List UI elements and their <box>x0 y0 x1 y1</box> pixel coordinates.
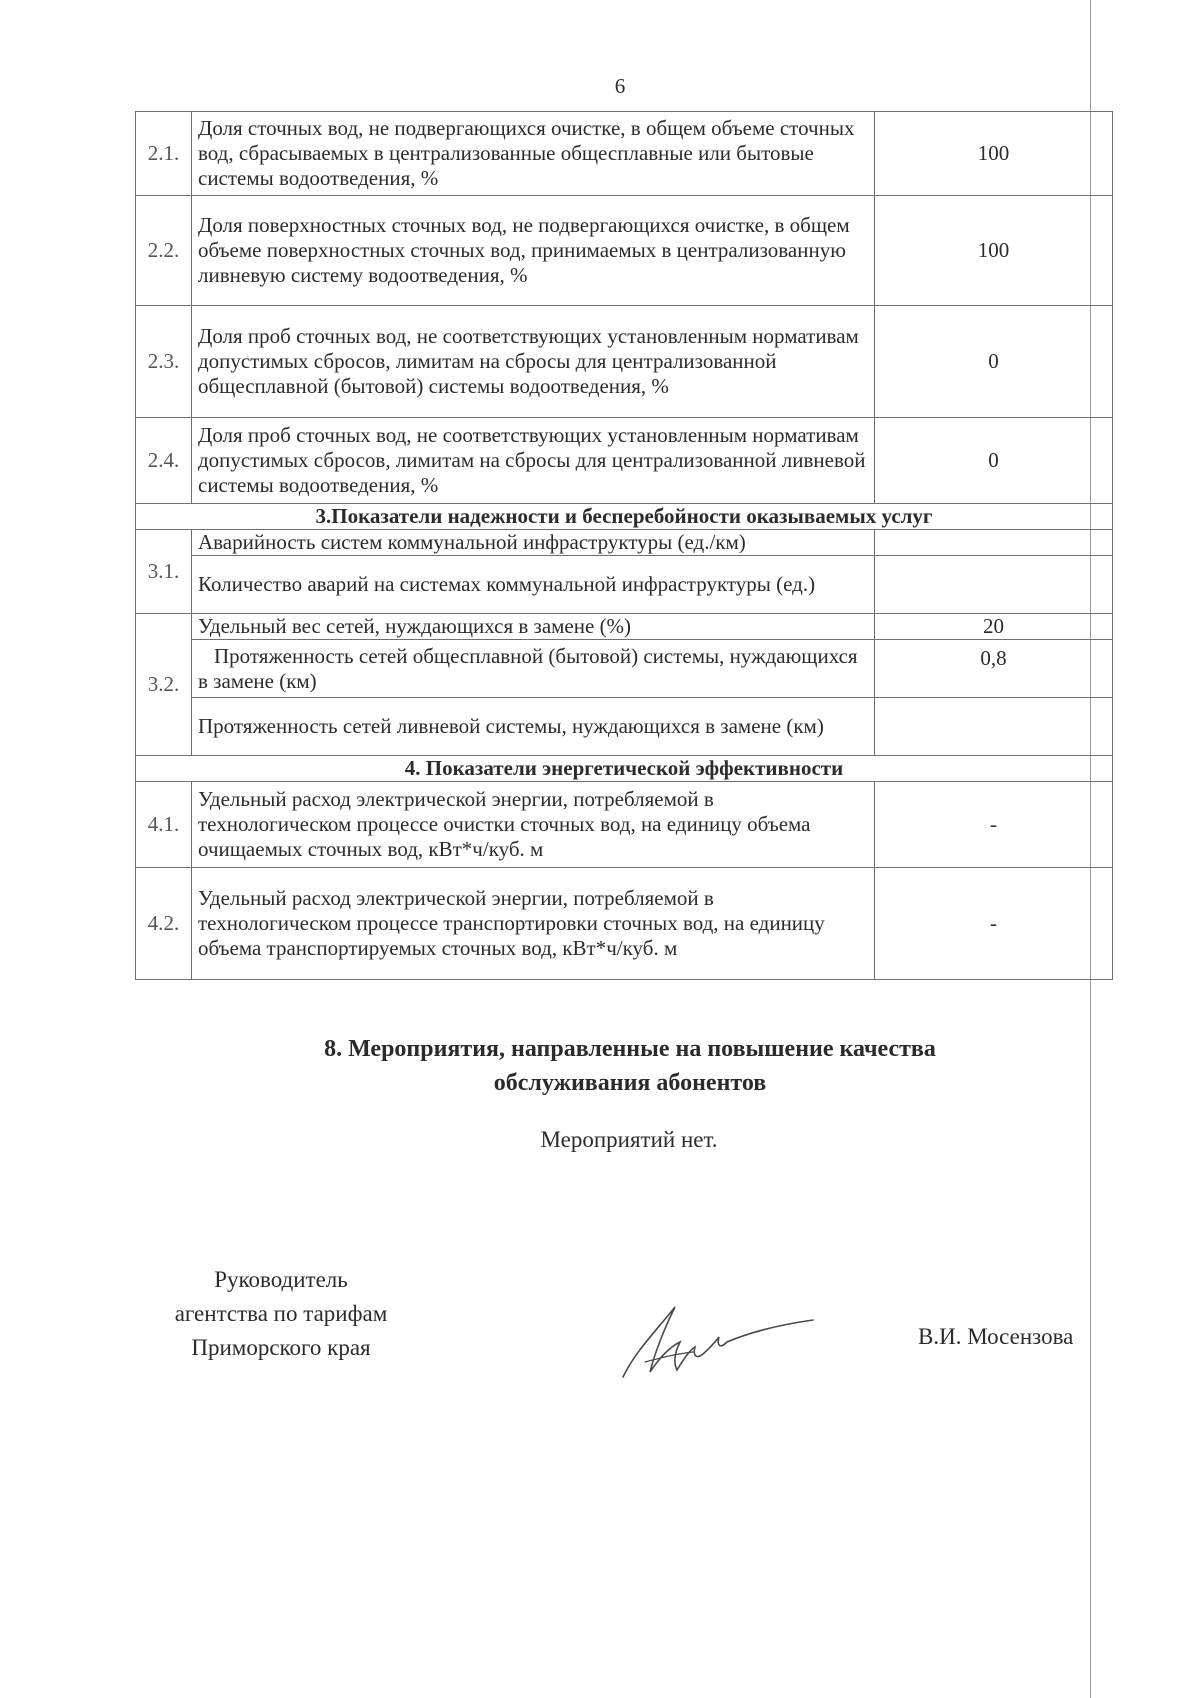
row-description: Доля проб сточных вод, не соответствующих установленным нормативам допустимых сбросов, лимитам на сбросы для централизованной ливневой системы водоотведения, % <box>192 418 875 504</box>
section-header-row <box>136 756 1113 782</box>
row-value: 100 <box>875 112 1113 196</box>
section-header-row <box>136 504 1113 530</box>
row-description: Доля поверхностных сточных вод, не подвергающихся очистке, в общем объеме поверхностных сточных вод, принимаемых в централизованную ливневую систему водоотведения, % <box>192 196 875 306</box>
section-8-heading-line: обслуживания абонентов <box>493 1070 767 1096</box>
signer-position <box>136 1263 426 1365</box>
row-value: 0 <box>875 418 1113 504</box>
signer-position-line: Руководитель <box>214 1267 348 1292</box>
row-description: Удельный вес сетей, нуждающихся в замене (%) <box>192 614 875 640</box>
signer-position-line: Приморского края <box>191 1335 371 1360</box>
row-value: 100 <box>875 196 1113 306</box>
row-number: 4.1. <box>136 782 192 868</box>
handwritten-signature <box>615 1292 815 1387</box>
signer-name: В.И. Мосензова <box>918 1324 1074 1349</box>
table-row <box>136 418 1113 504</box>
row-number: 3.2. <box>136 614 192 756</box>
table-row <box>136 698 1113 756</box>
table-row <box>136 556 1113 614</box>
row-value: 0 <box>875 306 1113 418</box>
table-row <box>136 112 1113 196</box>
page-number: 6 <box>614 74 626 98</box>
table-row <box>136 782 1113 868</box>
row-description: Аварийность систем коммунальной инфраструктуры (ед./км) <box>192 530 875 556</box>
indicators-table <box>135 111 1113 980</box>
row-description: Протяженность сетей ливневой системы, нуждающихся в замене (км) <box>192 698 875 756</box>
row-description: Доля проб сточных вод, не соответствующих установленным нормативам допустимых сбросов, лимитам на сбросы для централизованной общесплавной (бытовой) системы водоотведения, % <box>192 306 875 418</box>
row-description: Доля сточных вод, не подвергающихся очистке, в общем объеме сточных вод, сбрасываемых в централизованные общесплавные или бытовые системы водоотведения, % <box>192 112 875 196</box>
section-8-heading-line: 8. Мероприятия, направленные на повышение качества <box>324 1036 936 1062</box>
row-number: 2.1. <box>136 112 192 196</box>
row-number: 2.4. <box>136 418 192 504</box>
signer-position-line: агентства по тарифам <box>174 1301 388 1326</box>
no-measures-text: Мероприятий нет. <box>540 1127 718 1152</box>
row-number: 2.2. <box>136 196 192 306</box>
row-description: Количество аварий на системах коммунальной инфраструктуры (ед.) <box>192 556 875 614</box>
table-row <box>136 614 1113 640</box>
section-title: 3.Показатели надежности и бесперебойности оказываемых услуг <box>136 504 1113 530</box>
table-row <box>136 640 1113 698</box>
row-number: 3.1. <box>136 530 192 614</box>
table-row <box>136 196 1113 306</box>
row-value <box>875 530 1113 556</box>
row-value <box>875 698 1113 756</box>
table-row <box>136 306 1113 418</box>
table-row <box>136 530 1113 556</box>
table-row <box>136 868 1113 980</box>
row-number: 2.3. <box>136 306 192 418</box>
section-8-heading <box>220 1032 1040 1100</box>
row-description: Удельный расход электрической энергии, потребляемой в технологическом процессе очистки сточных вод, на единицу объема очищаемых сточных вод, кВт*ч/куб. м <box>192 782 875 868</box>
row-value <box>875 556 1113 614</box>
row-description: Протяженность сетей общесплавной (бытовой) системы, нуждающихся в замене (км) <box>192 640 875 698</box>
row-value: - <box>875 782 1113 868</box>
row-description: Удельный расход электрической энергии, потребляемой в технологическом процессе транспортировки сточных вод, на единицу объема транспортируемых сточных вод, кВт*ч/куб. м <box>192 868 875 980</box>
section-title: 4. Показатели энергетической эффективности <box>136 756 1113 782</box>
row-value: 0,8 <box>875 640 1113 698</box>
row-value: - <box>875 868 1113 980</box>
row-value: 20 <box>875 614 1113 640</box>
row-number: 4.2. <box>136 868 192 980</box>
